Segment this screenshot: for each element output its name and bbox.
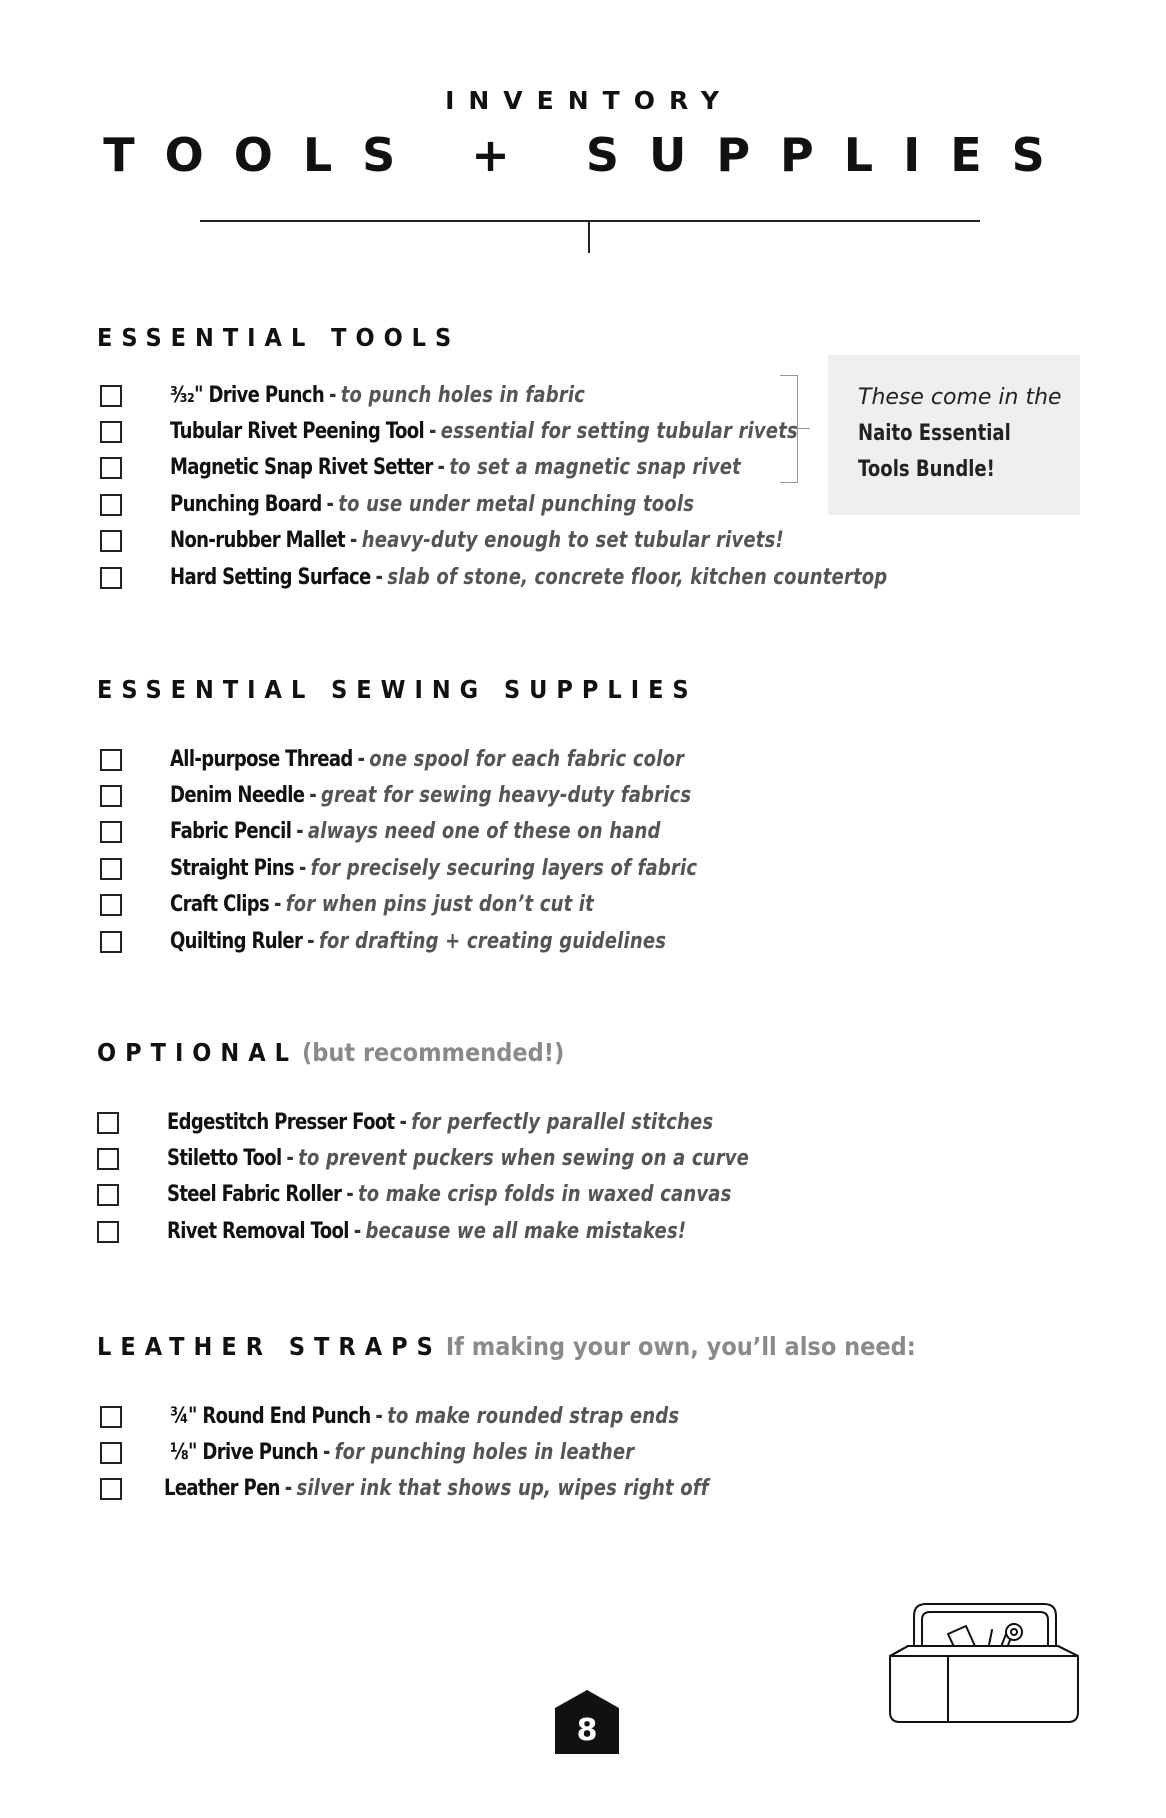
- item-description: great for sewing heavy-duty fabrics: [321, 783, 692, 808]
- item-label: ¾" Round End Punch: [170, 1404, 371, 1429]
- item-label: Denim Needle: [170, 783, 305, 808]
- item-separator: -: [326, 492, 334, 517]
- item-label: Hard Setting Surface: [170, 565, 371, 590]
- item-separator: -: [296, 819, 304, 844]
- item-label: Quilting Ruler: [170, 929, 303, 954]
- checkbox[interactable]: [100, 421, 122, 443]
- checkbox[interactable]: [100, 931, 122, 953]
- item-label: Stiletto Tool: [167, 1146, 282, 1171]
- item-description: to use under metal punching tools: [338, 492, 695, 517]
- item-description: for perfectly parallel stitches: [411, 1110, 714, 1135]
- item-separator: -: [428, 419, 436, 444]
- page-number-badge: [555, 1690, 619, 1754]
- page-number: 8: [576, 1713, 598, 1748]
- toolbox-icon: [888, 1596, 1080, 1736]
- item-description: silver ink that shows up, wipes right off: [296, 1476, 709, 1501]
- item-description: for precisely securing layers of fabric: [310, 856, 698, 881]
- item-separator: -: [307, 929, 315, 954]
- checkbox[interactable]: [100, 894, 122, 916]
- item-separator: -: [375, 565, 383, 590]
- item-separator: -: [309, 783, 317, 808]
- item-description: heavy-duty enough to set tubular rivets!: [361, 528, 784, 553]
- item-description: for when pins just don’t cut it: [285, 892, 594, 917]
- item-description: to make crisp folds in waxed canvas: [357, 1182, 732, 1207]
- checkbox[interactable]: [100, 785, 122, 807]
- item-description: slab of stone, concrete floor, kitchen countertop: [387, 565, 888, 590]
- bundle-bracket-tick: [798, 428, 810, 429]
- item-separator: -: [286, 1146, 294, 1171]
- item-separator: -: [346, 1182, 354, 1207]
- checkbox[interactable]: [100, 567, 122, 589]
- checkbox[interactable]: [97, 1148, 119, 1170]
- checkbox[interactable]: [100, 1406, 122, 1428]
- item-description: for punching holes in leather: [334, 1440, 635, 1465]
- checkbox[interactable]: [100, 494, 122, 516]
- checkbox[interactable]: [97, 1112, 119, 1134]
- item-separator: -: [328, 383, 336, 408]
- item-description: for drafting + creating guidelines: [318, 929, 667, 954]
- checkbox[interactable]: [100, 1478, 122, 1500]
- note-line: These come in the: [858, 385, 1062, 410]
- header-rule-tick: [588, 221, 590, 253]
- item-description: one spool for each fabric color: [369, 747, 685, 772]
- item-description: to set a magnetic snap rivet: [449, 455, 741, 480]
- checkbox[interactable]: [100, 821, 122, 843]
- checkbox[interactable]: [100, 858, 122, 880]
- note-line: Tools Bundle!: [858, 457, 995, 482]
- item-separator: -: [322, 1440, 330, 1465]
- item-separator: -: [357, 747, 365, 772]
- bundle-bracket: [780, 375, 798, 483]
- item-label: Punching Board: [170, 492, 322, 517]
- section-subheading: (but recommended!): [301, 1038, 565, 1067]
- item-separator: -: [399, 1110, 407, 1135]
- section-heading-leather-straps: LEATHER STRAPS If making your own, you’ll also need:: [97, 1332, 916, 1361]
- item-label: Leather Pen: [164, 1476, 280, 1501]
- item-description: essential for setting tubular rivets: [440, 419, 798, 444]
- page-title: TOOLS + SUPPLIES: [103, 128, 1075, 182]
- checkbox[interactable]: [97, 1184, 119, 1206]
- item-label: Rivet Removal Tool: [167, 1219, 349, 1244]
- item-separator: -: [375, 1404, 383, 1429]
- item-description: to make rounded strap ends: [387, 1404, 680, 1429]
- checkbox[interactable]: [100, 385, 122, 407]
- item-separator: -: [284, 1476, 292, 1501]
- item-label: All-purpose Thread: [170, 747, 353, 772]
- section-heading-essential-tools: ESSENTIAL TOOLS: [97, 323, 461, 352]
- checkbox[interactable]: [100, 1442, 122, 1464]
- item-separator: -: [298, 856, 306, 881]
- item-label: Tubular Rivet Peening Tool: [170, 419, 425, 444]
- bundle-note: [828, 355, 1080, 515]
- item-label: ³⁄₃₂" Drive Punch: [170, 383, 325, 408]
- checkbox[interactable]: [97, 1221, 119, 1243]
- section-subheading: If making your own, you’ll also need:: [445, 1332, 916, 1361]
- item-separator: -: [353, 1219, 361, 1244]
- item-description: to punch holes in fabric: [340, 383, 586, 408]
- item-description: always need one of these on hand: [307, 819, 661, 844]
- item-label: Edgestitch Presser Foot: [167, 1110, 395, 1135]
- checkbox[interactable]: [100, 530, 122, 552]
- item-label: Non-rubber Mallet: [170, 528, 346, 553]
- item-label: Fabric Pencil: [170, 819, 292, 844]
- note-line: Naito Essential: [858, 421, 1011, 446]
- section-heading-sewing-supplies: ESSENTIAL SEWING SUPPLIES: [97, 675, 698, 704]
- item-label: ⅛" Drive Punch: [170, 1440, 318, 1465]
- section-heading-optional: OPTIONAL (but recommended!): [97, 1038, 565, 1067]
- page-kicker: INVENTORY: [445, 86, 733, 115]
- item-description: because we all make mistakes!: [365, 1219, 687, 1244]
- checkbox[interactable]: [100, 749, 122, 771]
- checkbox[interactable]: [100, 457, 122, 479]
- header-rule: [200, 220, 980, 222]
- item-label: Magnetic Snap Rivet Setter: [170, 455, 433, 480]
- item-separator: -: [349, 528, 357, 553]
- item-separator: -: [274, 892, 281, 917]
- item-separator: -: [437, 455, 445, 480]
- item-label: Straight Pins: [170, 856, 294, 881]
- item-label: Steel Fabric Roller: [167, 1182, 342, 1207]
- item-label: Craft Clips: [170, 892, 270, 917]
- item-description: to prevent puckers when sewing on a curve: [298, 1146, 750, 1171]
